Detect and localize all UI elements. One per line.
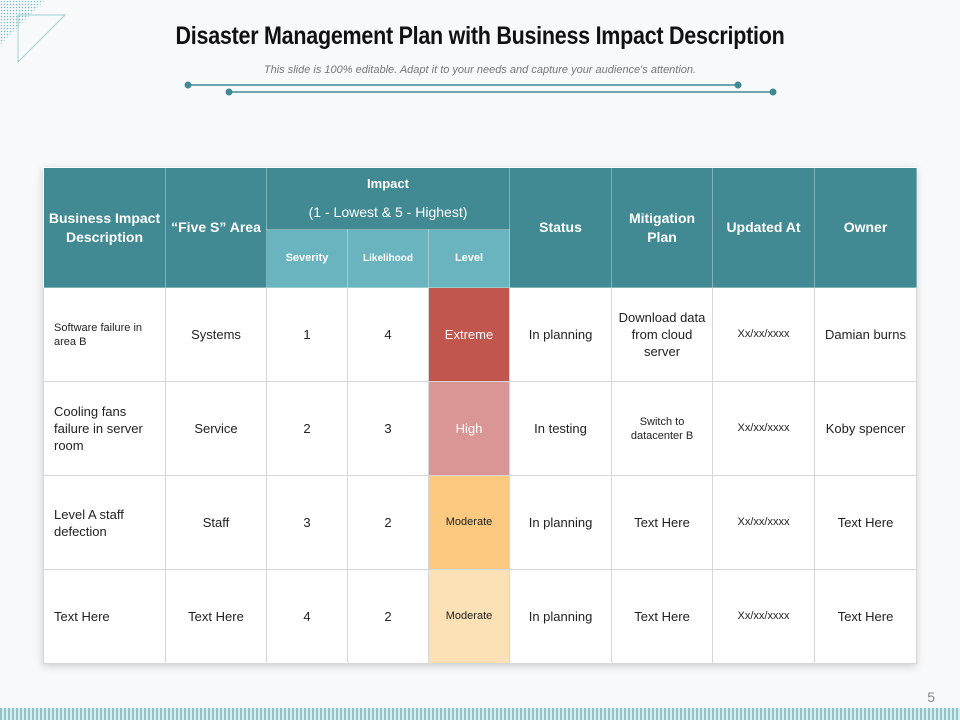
cell-likelihood: 4	[348, 288, 429, 382]
cell-updated: Xx/xx/xxxx	[713, 288, 815, 382]
table-row	[44, 476, 917, 570]
cell-owner: Text Here	[815, 570, 917, 664]
header-mitigation: Mitigation Plan	[612, 168, 713, 288]
header-updated: Updated At	[713, 168, 815, 288]
cell-status: In testing	[510, 382, 612, 476]
cell-mitigation: Switch to datacenter B	[612, 382, 713, 476]
header-impact-range: (1 - Lowest & 5 - Highest)	[308, 204, 468, 220]
cell-area: Systems	[166, 288, 267, 382]
slide-subtitle: This slide is 100% editable. Adapt it to your needs and capture your audience's attention.	[263, 64, 697, 76]
table-row	[44, 382, 917, 476]
header-impact	[267, 168, 510, 230]
cell-updated: Xx/xx/xxxx	[713, 476, 815, 570]
cell-owner: Damian burns	[815, 288, 917, 382]
cell-owner: Koby spencer	[815, 382, 917, 476]
cell-severity: 2	[267, 382, 348, 476]
cell-mitigation: Text Here	[612, 476, 713, 570]
cell-description: Cooling fans failure in server room	[44, 382, 166, 476]
impact-table	[43, 167, 917, 664]
slide-title: Disaster Management Plan with Business Impact Description	[175, 22, 785, 50]
impact-table-container	[43, 167, 916, 664]
header-status: Status	[510, 168, 612, 288]
header-impact-label: Impact	[367, 176, 409, 191]
cell-description: Text Here	[44, 570, 166, 664]
cell-severity: 4	[267, 570, 348, 664]
cell-updated: Xx/xx/xxxx	[713, 570, 815, 664]
cell-severity: 3	[267, 476, 348, 570]
cell-level-extreme: Extreme	[429, 288, 510, 382]
cell-level-moderate: Moderate	[429, 570, 510, 664]
cell-owner: Text Here	[815, 476, 917, 570]
header-severity: Severity	[267, 230, 348, 288]
cell-area: Text Here	[166, 570, 267, 664]
title-underline-decoration	[0, 0, 960, 110]
cell-likelihood: 2	[348, 570, 429, 664]
cell-area: Staff	[166, 476, 267, 570]
cell-severity: 1	[267, 288, 348, 382]
cell-likelihood: 3	[348, 382, 429, 476]
cell-description: Level A staff defection	[44, 476, 166, 570]
cell-level-high: High	[429, 382, 510, 476]
cell-mitigation: Download data from cloud server	[612, 288, 713, 382]
cell-area: Service	[166, 382, 267, 476]
page-number: 5	[927, 689, 935, 705]
cell-status: In planning	[510, 570, 612, 664]
table-row	[44, 570, 917, 664]
cell-likelihood: 2	[348, 476, 429, 570]
cell-level-moderate: Moderate	[429, 476, 510, 570]
header-description: Business Impact Description	[44, 168, 166, 288]
cell-updated: Xx/xx/xxxx	[713, 382, 815, 476]
cell-status: In planning	[510, 288, 612, 382]
header-owner: Owner	[815, 168, 917, 288]
header-area: “Five S” Area	[166, 168, 267, 288]
header-level: Level	[429, 230, 510, 288]
header-likelihood: Likelihood	[348, 230, 429, 288]
footer-stripe	[0, 708, 960, 720]
table-row	[44, 288, 917, 382]
cell-mitigation: Text Here	[612, 570, 713, 664]
cell-status: In planning	[510, 476, 612, 570]
cell-description: Software failure in area B	[44, 288, 166, 382]
